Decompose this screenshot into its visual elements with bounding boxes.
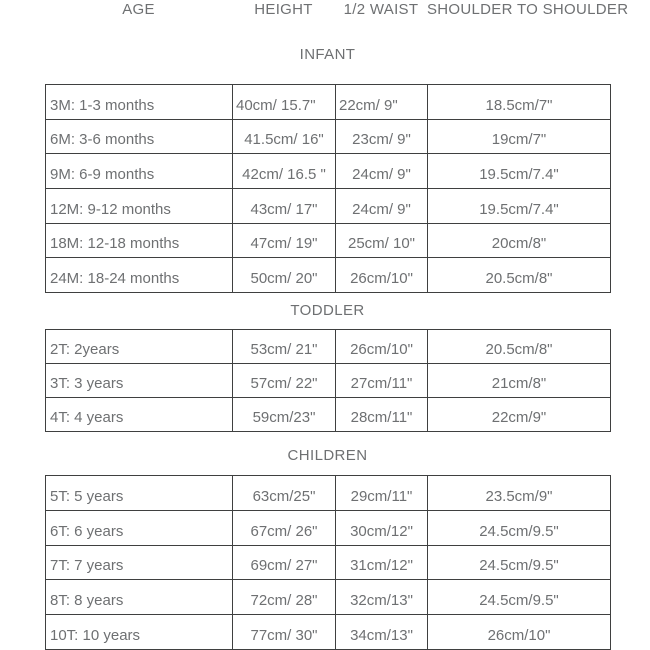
shoulder-cell: 18.5cm/7" (428, 85, 611, 120)
height-cell: 63cm/25" (233, 476, 336, 511)
shoulder-cell: 24.5cm/9.5" (428, 545, 611, 580)
shoulder-cell: 26cm/10" (428, 615, 611, 650)
half-waist-cell: 24cm/ 9" (336, 154, 428, 189)
age-cell: 24M: 18-24 months (46, 258, 233, 293)
half-waist-cell: 25cm/ 10" (336, 223, 428, 258)
table-row (46, 476, 611, 511)
column-header-shoulder-to-shoulder: SHOULDER TO SHOULDER (427, 1, 629, 18)
half-waist-cell: 26cm/10" (336, 330, 428, 364)
half-waist-cell: 32cm/13" (336, 580, 428, 615)
half-waist-cell: 26cm/10" (336, 258, 428, 293)
shoulder-cell: 19cm/7" (428, 119, 611, 154)
age-cell: 4T: 4 years (46, 398, 233, 432)
table-row (46, 615, 611, 650)
shoulder-cell: 24.5cm/9.5" (428, 510, 611, 545)
height-cell: 47cm/ 19" (233, 223, 336, 258)
height-cell: 57cm/ 22" (233, 364, 336, 398)
age-cell: 6T: 6 years (46, 510, 233, 545)
half-waist-cell: 34cm/13" (336, 615, 428, 650)
age-cell: 7T: 7 years (46, 545, 233, 580)
half-waist-cell: 31cm/12" (336, 545, 428, 580)
column-header-age: AGE (122, 1, 155, 18)
shoulder-cell: 20cm/8" (428, 223, 611, 258)
table-row (46, 188, 611, 223)
table-row (46, 330, 611, 364)
age-cell: 5T: 5 years (46, 476, 233, 511)
table-row (46, 580, 611, 615)
shoulder-cell: 20.5cm/8" (428, 330, 611, 364)
size-table-toddler (45, 329, 611, 432)
height-cell: 69cm/ 27" (233, 545, 336, 580)
table-row (46, 154, 611, 189)
half-waist-cell: 27cm/11" (336, 364, 428, 398)
height-cell: 77cm/ 30" (233, 615, 336, 650)
age-cell: 12M: 9-12 months (46, 188, 233, 223)
shoulder-cell: 24.5cm/9.5" (428, 580, 611, 615)
column-header-height: HEIGHT (254, 1, 313, 18)
shoulder-cell: 22cm/9" (428, 398, 611, 432)
table-row (46, 85, 611, 120)
table-row (46, 545, 611, 580)
age-cell: 3T: 3 years (46, 364, 233, 398)
half-waist-cell: 28cm/11" (336, 398, 428, 432)
age-cell: 18M: 12-18 months (46, 223, 233, 258)
age-cell: 2T: 2years (46, 330, 233, 364)
size-table-infant (45, 84, 611, 293)
table-row (46, 510, 611, 545)
height-cell: 40cm/ 15.7" (233, 85, 336, 120)
height-cell: 43cm/ 17" (233, 188, 336, 223)
age-cell: 6M: 3-6 months (46, 119, 233, 154)
shoulder-cell: 23.5cm/9" (428, 476, 611, 511)
height-cell: 53cm/ 21" (233, 330, 336, 364)
table-row (46, 398, 611, 432)
age-cell: 10T: 10 years (46, 615, 233, 650)
section-title-infant: INFANT (299, 46, 356, 63)
age-cell: 3M: 1-3 months (46, 85, 233, 120)
table-row (46, 364, 611, 398)
height-cell: 41.5cm/ 16" (233, 119, 336, 154)
half-waist-cell: 29cm/11" (336, 476, 428, 511)
height-cell: 42cm/ 16.5 " (233, 154, 336, 189)
shoulder-cell: 21cm/8" (428, 364, 611, 398)
half-waist-cell: 22cm/ 9" (336, 85, 428, 120)
height-cell: 59cm/23" (233, 398, 336, 432)
table-row (46, 258, 611, 293)
section-title-children: CHILDREN (287, 447, 368, 464)
table-row (46, 119, 611, 154)
shoulder-cell: 19.5cm/7.4" (428, 154, 611, 189)
height-cell: 72cm/ 28" (233, 580, 336, 615)
height-cell: 50cm/ 20" (233, 258, 336, 293)
half-waist-cell: 30cm/12" (336, 510, 428, 545)
height-cell: 67cm/ 26" (233, 510, 336, 545)
shoulder-cell: 20.5cm/8" (428, 258, 611, 293)
shoulder-cell: 19.5cm/7.4" (428, 188, 611, 223)
section-title-toddler: TODDLER (290, 302, 365, 319)
age-cell: 8T: 8 years (46, 580, 233, 615)
age-cell: 9M: 6-9 months (46, 154, 233, 189)
table-row (46, 223, 611, 258)
half-waist-cell: 24cm/ 9" (336, 188, 428, 223)
column-header-half-waist: 1/2 WAIST (343, 1, 419, 18)
column-header-row (45, 1, 629, 18)
half-waist-cell: 23cm/ 9" (336, 119, 428, 154)
size-table-children (45, 475, 611, 650)
